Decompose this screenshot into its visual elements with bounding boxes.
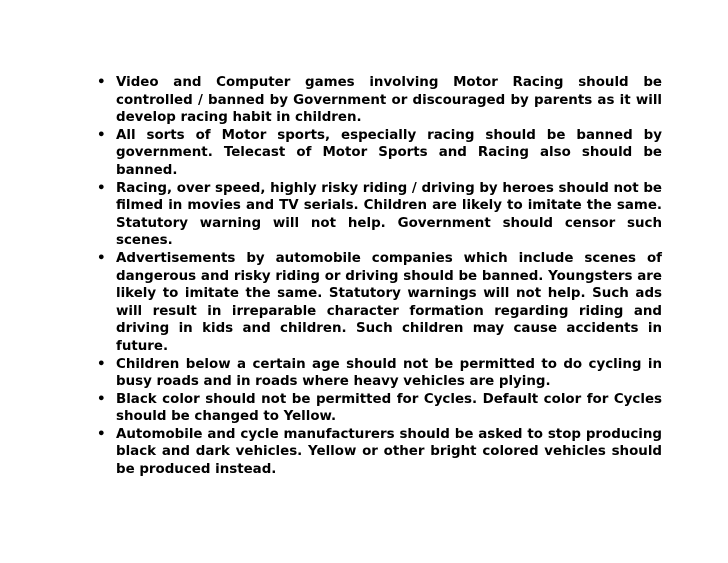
bullet-icon: [97, 356, 109, 374]
bullet-icon: [97, 391, 109, 409]
bullet-text: All sorts of Motor sports, especially racing should be banned by government. Telecast of Motor Sports and Racing also should be banned.: [116, 127, 662, 178]
bullet-item-children-cycling: [96, 356, 662, 391]
bullet-text: Children below a certain age should not be permitted to do cycling in busy roads and in roads where heavy vehicles are plying.: [116, 356, 662, 390]
bullet-icon: [97, 180, 109, 198]
bullet-icon: [97, 426, 109, 444]
bullet-item-motor-sports: [96, 127, 662, 180]
bullet-icon: [97, 74, 109, 92]
bullet-text: Black color should not be permitted for Cycles. Default color for Cycles should be changed to Yellow.: [116, 391, 662, 425]
bullet-item-advertisements: [96, 250, 662, 356]
bullet-text: Racing, over speed, highly risky riding / driving by heroes should not be filmed in movies and TV serials. Children are likely to imitate the same. Statutory warning will not help. Government should censor such scenes.: [116, 180, 662, 249]
bullet-item-video-games: [96, 74, 662, 127]
bullet-icon: [97, 127, 109, 145]
bullet-text: Automobile and cycle manufacturers should be asked to stop producing black and dark vehicles. Yellow or other bright colored vehicles should be produced instead.: [116, 426, 662, 478]
bullet-icon: [97, 250, 109, 268]
bullet-item-cycle-color: [96, 391, 662, 426]
bullet-item-movies: [96, 180, 662, 250]
bullet-text: Video and Computer games involving Motor Racing should be controlled / banned by Government or discouraged by parents as it will develop racing habit in children.: [116, 75, 662, 126]
bullet-list: [96, 74, 662, 479]
bullet-text: Advertisements by automobile companies which include scenes of dangerous and risky riding or driving should be banned. Youngsters are likely to imitate the same. Statutory warnings will not help. Such ads will result in irreparable character formation regarding riding and driving in kids and children. Such children may cause accidents in future.: [116, 250, 662, 354]
bullet-item-manufacturers: [96, 426, 662, 479]
